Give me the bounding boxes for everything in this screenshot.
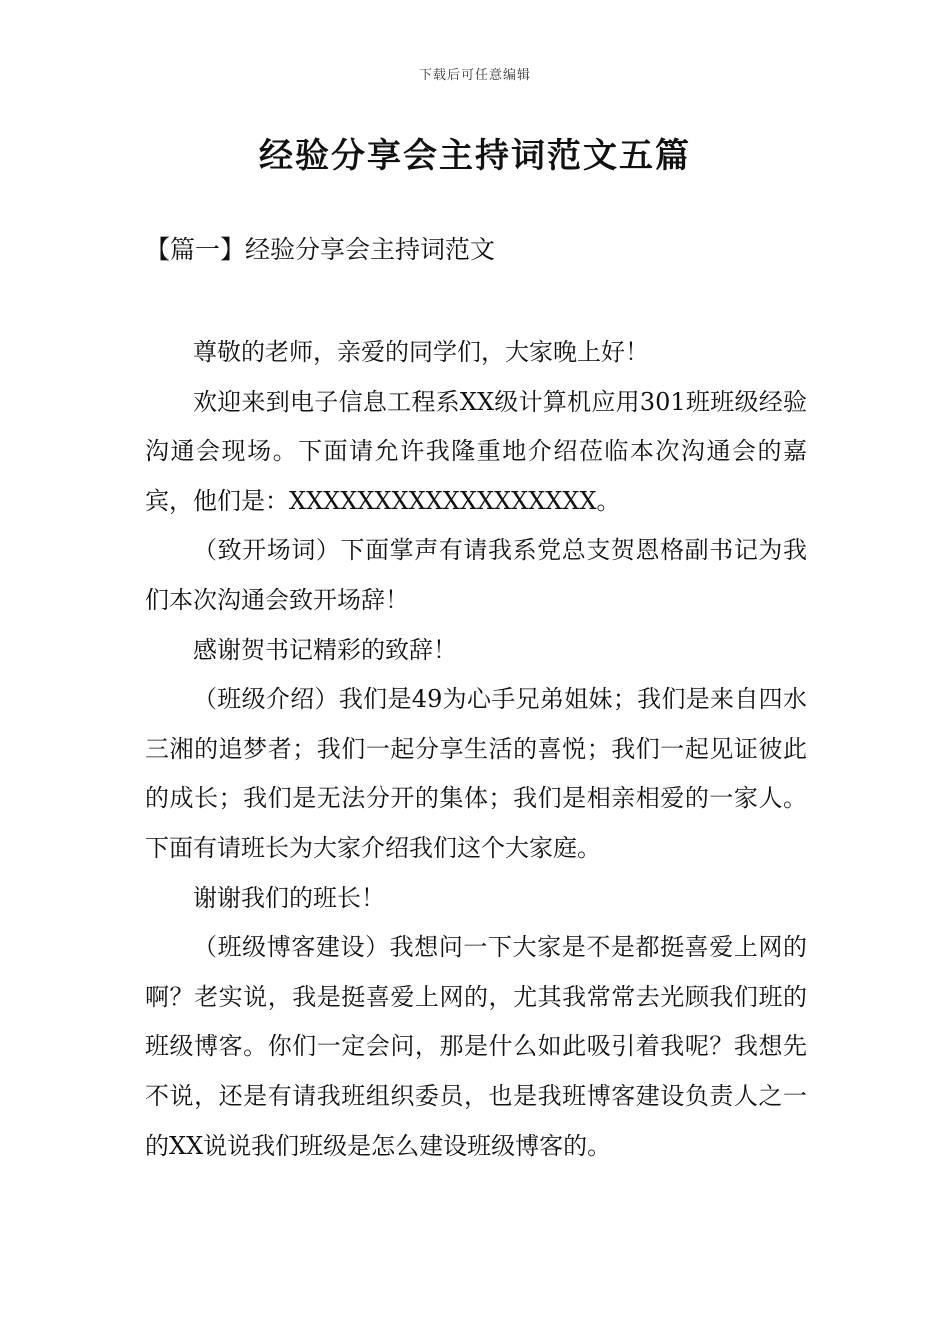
paragraph: 感谢贺书记精彩的致辞！ <box>193 635 457 664</box>
paragraph: 欢迎来到电子信息工程系XX级计算机应用301班班级经验沟通会现场。下面请允许我隆重地介绍莅临本次沟通会的嘉宾，他们是：XXXXXXXXXXXXXXXXXX。 <box>145 387 807 515</box>
paragraph: （班级介绍）我们是49为心手兄弟姐妹；我们是来自四水三湘的追梦者；我们一起分享生活的喜悦；我们一起见证彼此的成长；我们是无法分开的集体；我们是相亲相爱的一家人。下面有请班长为大家介绍我们这个大家庭。 <box>145 685 807 862</box>
document-body <box>145 328 807 1171</box>
section-heading: 【篇一】经验分享会主持词范文 <box>145 235 496 264</box>
paragraph: （班级博客建设）我想问一下大家是不是都挺喜爱上网的啊？老实说，我是挺喜爱上网的，尤其我常常去光顾我们班的班级博客。你们一定会问，那是什么如此吸引着我呢？我想先不说，还是有请我班组织委员，也是我班博客建设负责人之一的XX说说我们班级是怎么建设班级博客的。 <box>145 933 807 1160</box>
document-title: 经验分享会主持词范文五篇 <box>259 136 691 176</box>
paragraph: 尊敬的老师，亲爱的同学们，大家晚上好！ <box>193 338 649 366</box>
paragraph: 谢谢我们的班长！ <box>193 883 385 912</box>
paragraph: （致开场词）下面掌声有请我系党总支贺恩格副书记为我们本次沟通会致开场辞！ <box>145 536 807 614</box>
header-note: 下载后可任意编辑 <box>418 68 531 83</box>
